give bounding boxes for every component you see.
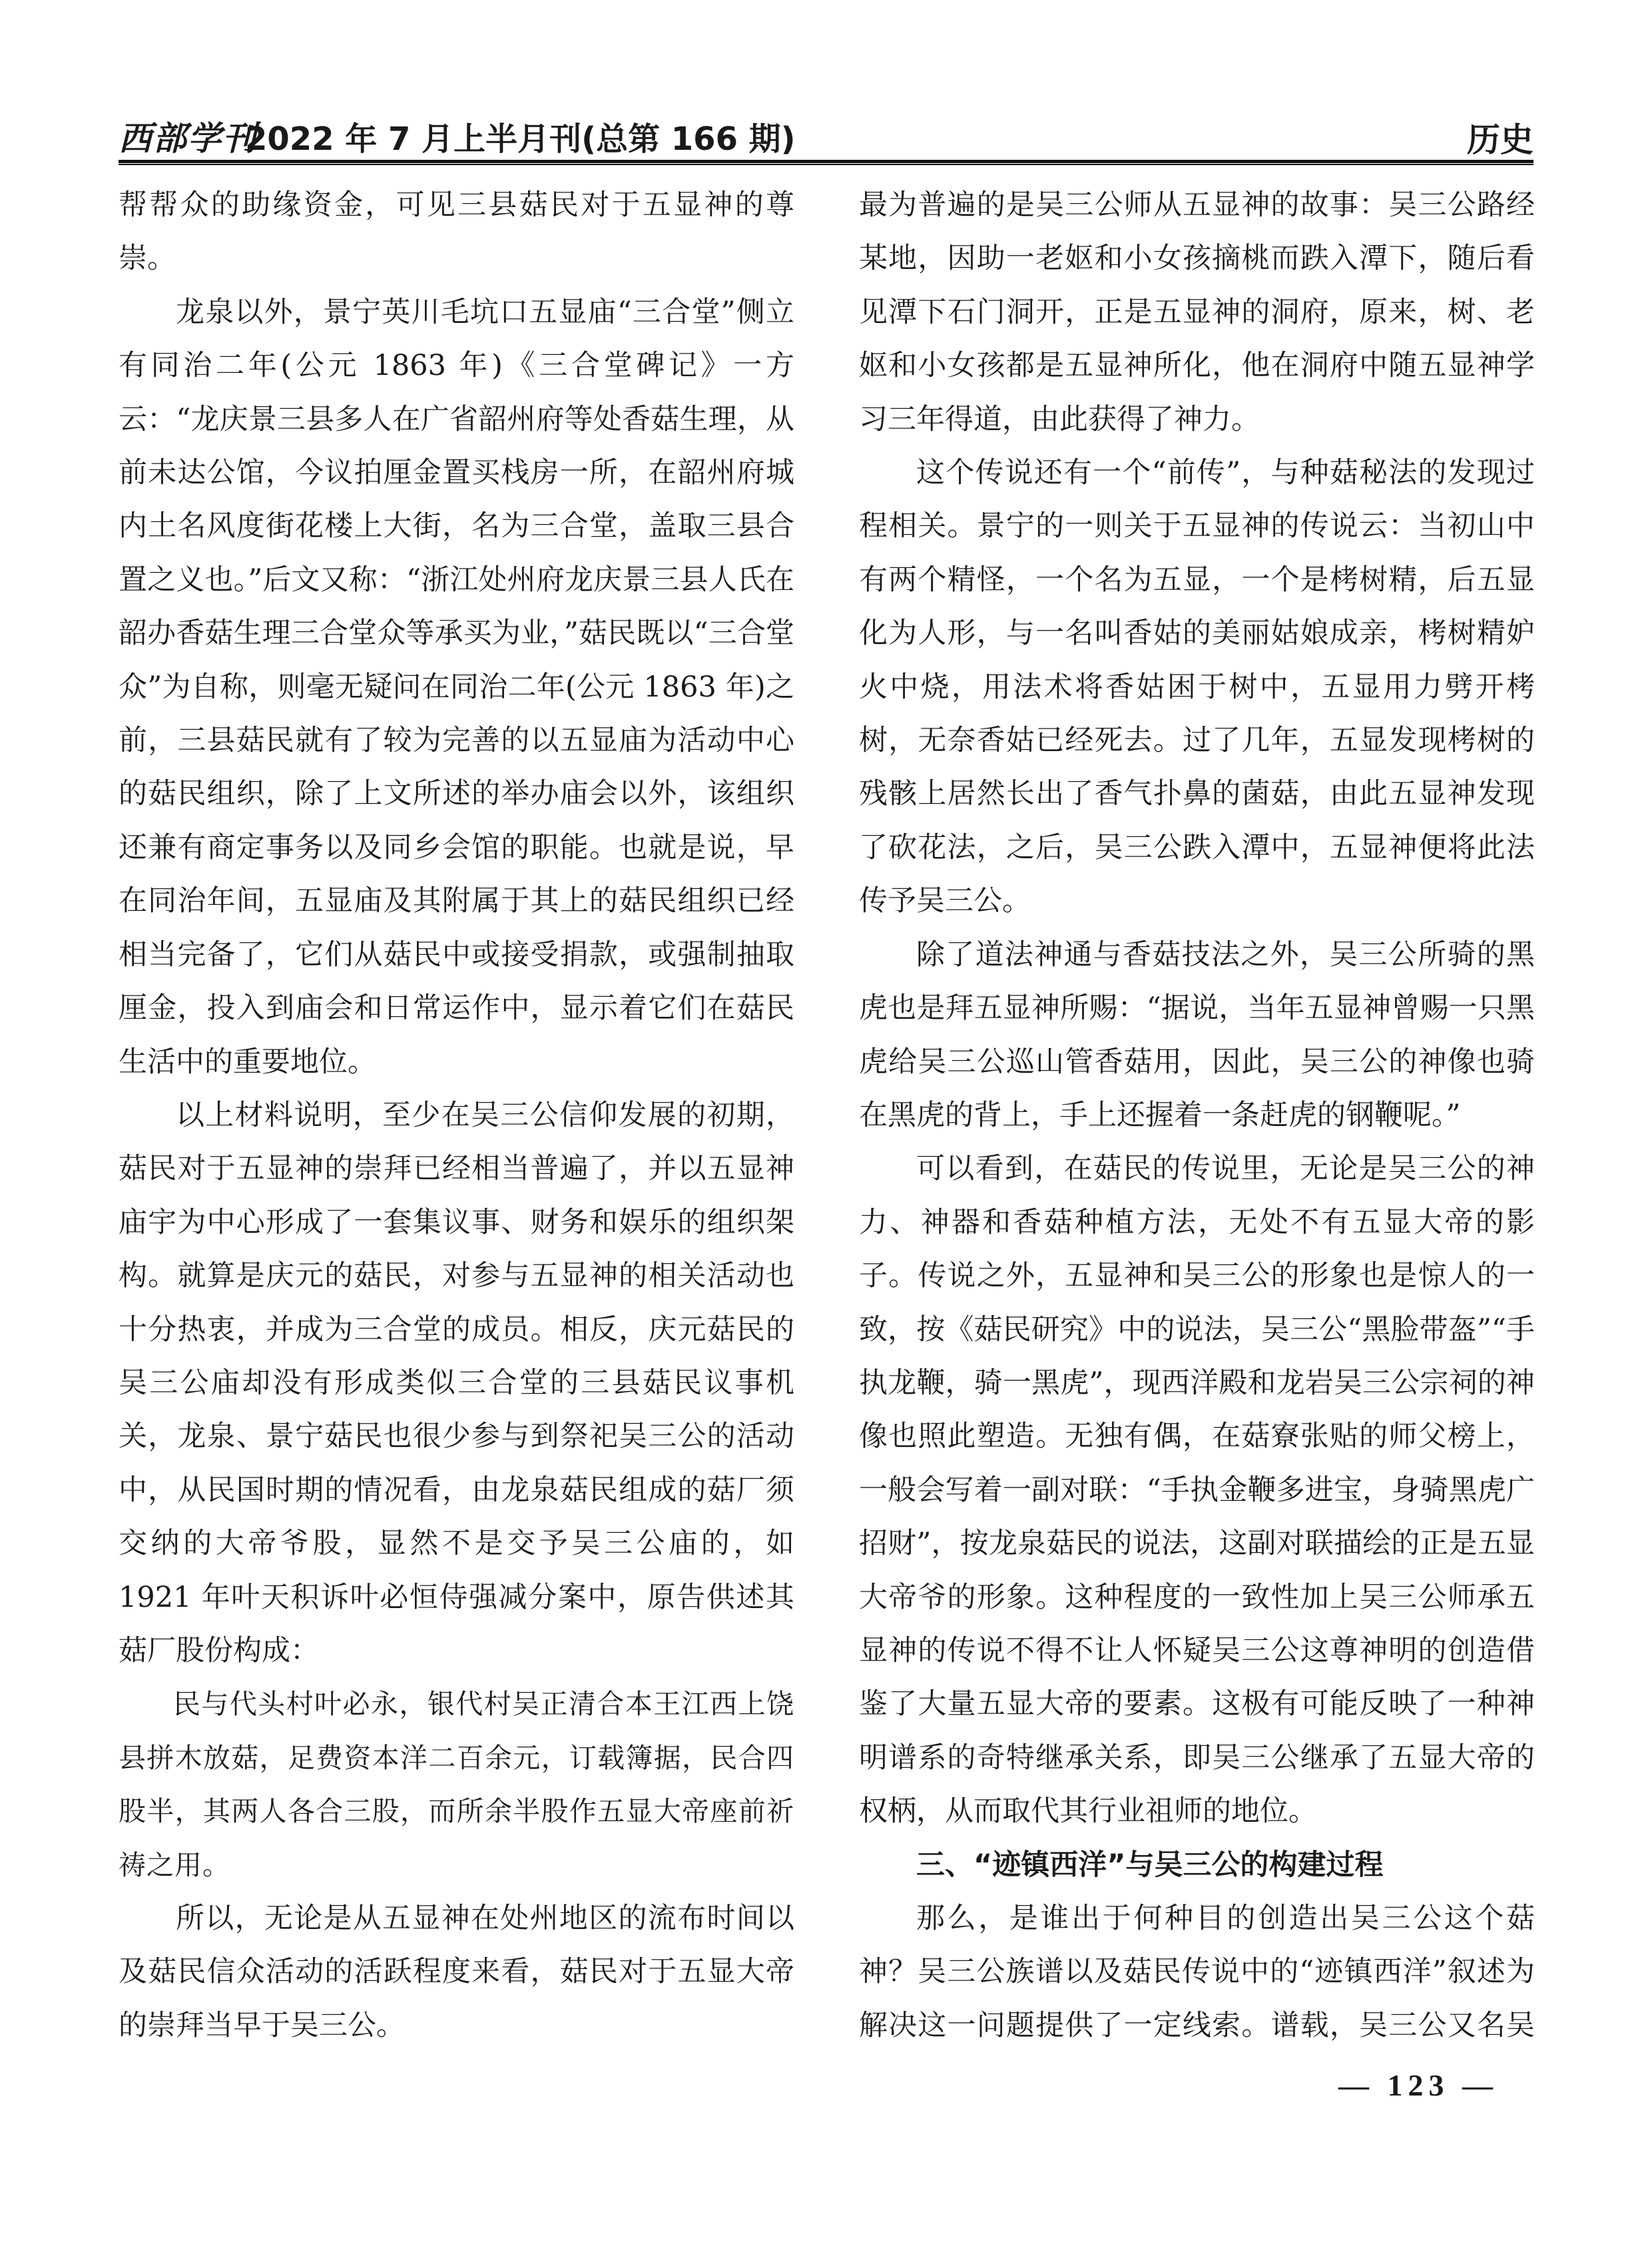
paragraph: 龙泉以外，景宁英川毛坑口五显庙“三合堂”侧立有同治二年(公元 1863 年)《三合堂碑记》一方云：“龙庆景三县多人在广省韶州府等处香菇生理，从前未达公馆，今议拍厘金置买栈房一所，在韶州府城内土名风度街花楼上大街，名为三合堂，盖取三县合置之义也。”后文又称：“浙江处州府龙庆景三县人氏在韶办香菇生理三合堂众等承买为业，”菇民既以“三合堂众”为自称，则毫无疑问在同治二年(公元 1863 年)之前，三县菇民就有了较为完善的以五显庙为活动中心的菇民组织，除了上文所述的举办庙会以外，该组织还兼有商定事务以及同乡会馆的职能。也就是说，早在同治年间，五显庙及其附属于其上的菇民组织已经相当完备了，它们从菇民中或接受捐款，或强制抽取厘金，投入到庙会和日常运作中，显示着它们在菇民生活中的重要地位。: [119, 295, 794, 1079]
paragraph: 以上材料说明，至少在吴三公信仰发展的初期，菇民对于五显神的崇拜已经相当普遍了，并以五显神庙宇为中心形成了一套集议事、财务和娱乐的组织架构。就算是庆元的菇民，对参与五显神的相关活动也十分热衷，并成为三合堂的成员。相反，庆元菇民的吴三公庙却没有形成类似三合堂的三县菇民议事机关，龙泉、景宁菇民也很少参与到祭祀吴三公的活动中，从民国时期的情况看，由龙泉菇民组成的菇厂须交纳的大帝爷股，显然不是交予吴三公庙的，如 1921 年叶天积诉叶必恒侍强减分案中，原告供述其菇厂股份构成：: [119, 1098, 794, 1667]
paragraph: 这个传说还有一个“前传”，与种菇秘法的发现过程相关。景宁的一则关于五显神的传说云：当初山中有两个精怪，一个名为五显，一个是栲树精，后五显化为人形，与一名叫香姑的美丽姑娘成亲，栲树精妒火中烧，用法术将香姑困于树中，五显用力劈开栲树，无奈香姑已经死去。过了几年，五显发现栲树的残骸上居然长出了香气扑鼻的菌菇，由此五显神发现了砍花法，之后，吴三公跌入潭中，五显神便将此法传予吴三公。: [859, 456, 1535, 918]
section-heading: 三、“迹镇西洋”与吴三公的构建过程: [916, 1848, 1384, 1882]
left-column: [119, 178, 794, 2056]
issue-info: 2022 年 7 月上半月刊(总第 166 期): [245, 121, 796, 158]
header-rule: [119, 160, 1533, 165]
running-header: [119, 105, 1533, 158]
block-quote: 民与代头村叶必永，银代村吴正清合本王江西上饶县拼木放菇，足费资本洋二百余元，订载簿据，民合四股半，其两人各合三股，而所余半股作五显大帝座前祈祷之用。: [119, 1688, 794, 1881]
paragraph: 所以，无论是从五显神在处州地区的流布时间以及菇民信众活动的活跃程度来看，菇民对于五显大帝的崇拜当早于吴三公。: [119, 1902, 794, 2042]
paragraph: 帮帮众的助缘资金，可见三县菇民对于五显神的尊崇。: [119, 188, 794, 276]
page-number: — 123 —: [1338, 2068, 1498, 2102]
paragraph: 可以看到，在菇民的传说里，无论是吴三公的神力、神器和香菇种植方法，无处不有五显大帝的影子。传说之外，五显神和吴三公的形象也是惊人的一致，按《菇民研究》中的说法，吴三公“黑脸带盔”“手执龙鞭，骑一黑虎”，现西洋殿和龙岩吴三公宗祠的神像也照此塑造。无独有偶，在菇寮张贴的师父榜上，一般会写着一副对联：“手执金鞭多进宝，身骑黑虎广招财”，按龙泉菇民的说法，这副对联描绘的正是五显大帝爷的形象。这种程度的一致性加上吴三公师承五显神的传说不得不让人怀疑吴三公这尊神明的创造借鉴了大量五显大帝的要素。这极有可能反映了一种神明谱系的奇特继承关系，即吴三公继承了五显大帝的权柄，从而取代其行业祖师的地位。: [859, 1152, 1535, 1828]
paragraph: [119, 2052, 794, 2056]
paragraph: 那么，是谁出于何种目的创造出吴三公这个菇神？吴三公族谱以及菇民传说中的“迹镇西洋”叙述为解决这一问题提供了一定线索。谱载，吴三公又名吴: [859, 1902, 1535, 2042]
paragraph: 除了道法神通与香菇技法之外，吴三公所骑的黑虎也是拜五显神所赐：“据说，当年五显神曾赐一只黑虎给吴三公巡山管香菇用，因此，吴三公的神像也骑在黑虎的背上，手上还握着一条赶虎的钢鞭呢。”: [859, 938, 1535, 1132]
section-label: 历史: [1467, 121, 1533, 159]
paragraph: 最为普遍的是吴三公师从五显神的故事：吴三公路经某地，因助一老妪和小女孩摘桃而跌入潭下，随后看见潭下石门洞开，正是五显神的洞府，原来，树、老妪和小女孩都是五显神所化，他在洞府中随五显神学习三年得道，由此获得了神力。: [859, 188, 1535, 436]
right-column: [859, 178, 1535, 2056]
journal-logo: 西部学刊: [119, 119, 257, 158]
